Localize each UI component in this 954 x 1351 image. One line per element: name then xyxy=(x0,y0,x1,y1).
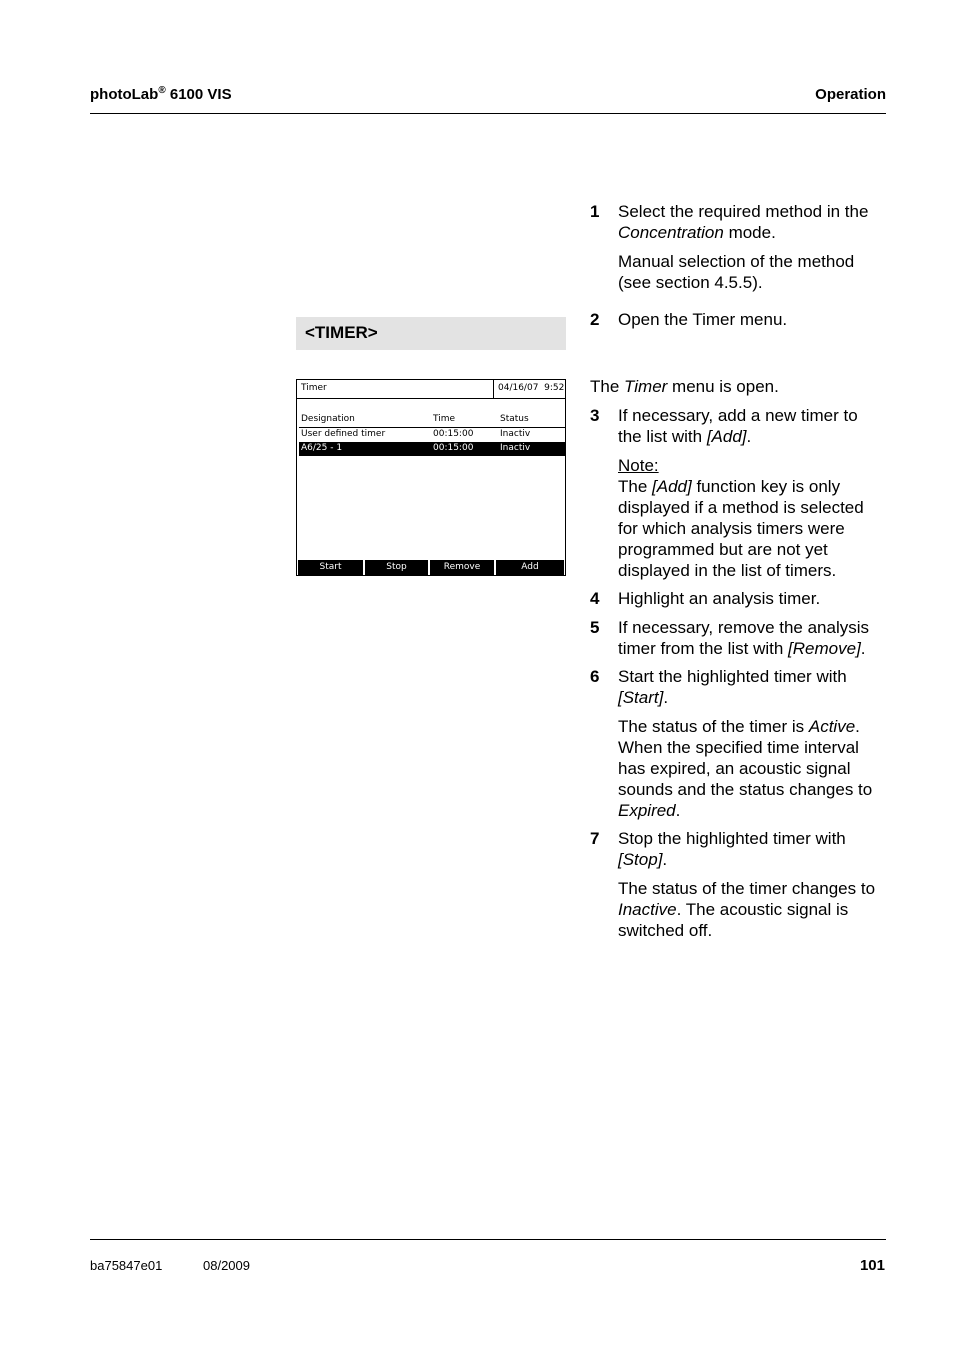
emphasis: Active xyxy=(808,717,856,736)
model-name: 6100 VIS xyxy=(165,86,232,103)
step-text xyxy=(618,405,888,447)
add-button[interactable]: Add xyxy=(496,560,564,575)
brand-name: photoLab xyxy=(90,86,159,103)
timer-screen xyxy=(296,379,566,576)
note-block xyxy=(618,455,888,581)
note-pre: The status of the timer is xyxy=(618,717,809,736)
emphasis: Inactive xyxy=(618,900,677,919)
step-line-pre: timer from the list with xyxy=(618,639,789,658)
stop-button[interactable]: Stop xyxy=(365,560,428,575)
note-label: Note: xyxy=(618,456,659,475)
remove-button[interactable]: Remove xyxy=(430,560,494,575)
note-pre: The xyxy=(618,477,653,496)
step-number: 7 xyxy=(590,829,600,848)
note-post: . xyxy=(675,801,681,820)
step-line xyxy=(618,638,888,659)
note-line xyxy=(618,716,888,737)
screen-title: Timer xyxy=(301,383,327,393)
step-text xyxy=(618,666,888,708)
emphasis: [Start] xyxy=(618,688,664,707)
result-text xyxy=(590,376,860,397)
emphasis: Concentration xyxy=(618,223,724,242)
footer-divider xyxy=(90,1239,886,1240)
timer-row-selected[interactable] xyxy=(299,442,565,456)
note-line: for which analysis timers were xyxy=(618,519,845,538)
header-divider xyxy=(90,113,886,114)
note-line: (see section 4.5.5). xyxy=(618,273,763,292)
note-post: . xyxy=(855,717,860,736)
emphasis: [Add] xyxy=(706,427,747,446)
running-header-section: Operation xyxy=(815,86,886,103)
step-number: 6 xyxy=(590,667,600,686)
step-text xyxy=(618,201,888,243)
function-key-bar xyxy=(297,560,565,575)
step-line: Select the required method in the xyxy=(618,202,869,221)
timer-time: 00:15:00 xyxy=(433,429,474,439)
step-number: 5 xyxy=(590,618,600,637)
step-number: 3 xyxy=(590,406,600,425)
note-line: has expired, an acoustic signal xyxy=(618,759,851,778)
emphasis: [Add] xyxy=(652,477,692,496)
step-text xyxy=(618,617,888,659)
note-line: displayed if a method is selected xyxy=(618,498,864,517)
timer-designation: A6/25 - 1 xyxy=(301,443,343,453)
note-line: Manual selection of the method xyxy=(618,252,855,271)
emphasis: Timer xyxy=(624,377,668,396)
step-line: If necessary, remove the analysis xyxy=(618,618,870,637)
section-label: <TIMER> xyxy=(296,317,566,350)
note-line: The status of the timer changes to xyxy=(618,879,876,898)
step-text: Open the Timer menu. xyxy=(618,310,788,329)
step-line xyxy=(618,849,888,870)
footer-doc-id: ba75847e01 xyxy=(90,1258,163,1273)
step-line-post: . xyxy=(860,639,866,658)
step-line xyxy=(618,222,888,243)
column-header-designation: Designation xyxy=(301,414,355,424)
step-line xyxy=(618,426,888,447)
note-line xyxy=(618,899,888,920)
note-line: When the specified time interval xyxy=(618,738,859,757)
step-1-note xyxy=(618,251,888,293)
emphasis: Expired xyxy=(618,801,676,820)
step-line-post: . xyxy=(746,427,752,446)
column-header-status: Status xyxy=(500,414,529,424)
step-number: 2 xyxy=(590,310,600,329)
result-post: menu is open. xyxy=(667,377,779,396)
screen-datetime: 04/16/07 9:52 xyxy=(493,380,565,398)
step-7-note xyxy=(618,878,888,941)
emphasis: [Remove] xyxy=(788,639,861,658)
registered-mark: ® xyxy=(158,85,166,96)
note-post: . The acoustic signal is xyxy=(676,900,849,919)
timer-status: Inactiv xyxy=(500,429,531,439)
step-line-post: . xyxy=(662,850,668,869)
step-text xyxy=(618,828,888,870)
note-line xyxy=(618,800,888,821)
screen-titlebar xyxy=(297,380,565,399)
note-line xyxy=(618,476,888,497)
step-line: If necessary, add a new timer to xyxy=(618,406,858,425)
timer-row[interactable] xyxy=(299,428,565,442)
step-6-note xyxy=(618,716,888,821)
step-number: 4 xyxy=(590,589,600,608)
result-pre: The xyxy=(590,377,625,396)
timer-designation: User defined timer xyxy=(301,429,386,439)
step-line: Stop the highlighted timer with xyxy=(618,829,846,848)
start-button[interactable]: Start xyxy=(298,560,363,575)
step-line xyxy=(618,687,888,708)
step-number: 1 xyxy=(590,202,600,221)
emphasis: [Stop] xyxy=(618,850,663,869)
note-line: switched off. xyxy=(618,921,713,940)
footer-date: 08/2009 xyxy=(203,1258,250,1273)
step-line: Start the highlighted timer with xyxy=(618,667,847,686)
step-text: Highlight an analysis timer. xyxy=(618,589,821,608)
note-post: function key is only xyxy=(691,477,841,496)
column-header-time: Time xyxy=(433,414,456,424)
note-line: sounds and the status changes to xyxy=(618,780,873,799)
step-line-pre: the list with xyxy=(618,427,707,446)
timer-status: Inactiv xyxy=(500,443,531,453)
page-number: 101 xyxy=(859,1257,885,1274)
note-line: programmed but are not yet xyxy=(618,540,828,559)
step-line-rest: mode. xyxy=(723,223,776,242)
step-line-post: . xyxy=(663,688,669,707)
timer-time: 00:15:00 xyxy=(433,443,474,453)
running-header-title xyxy=(90,86,232,103)
note-line: displayed in the list of timers. xyxy=(618,561,837,580)
